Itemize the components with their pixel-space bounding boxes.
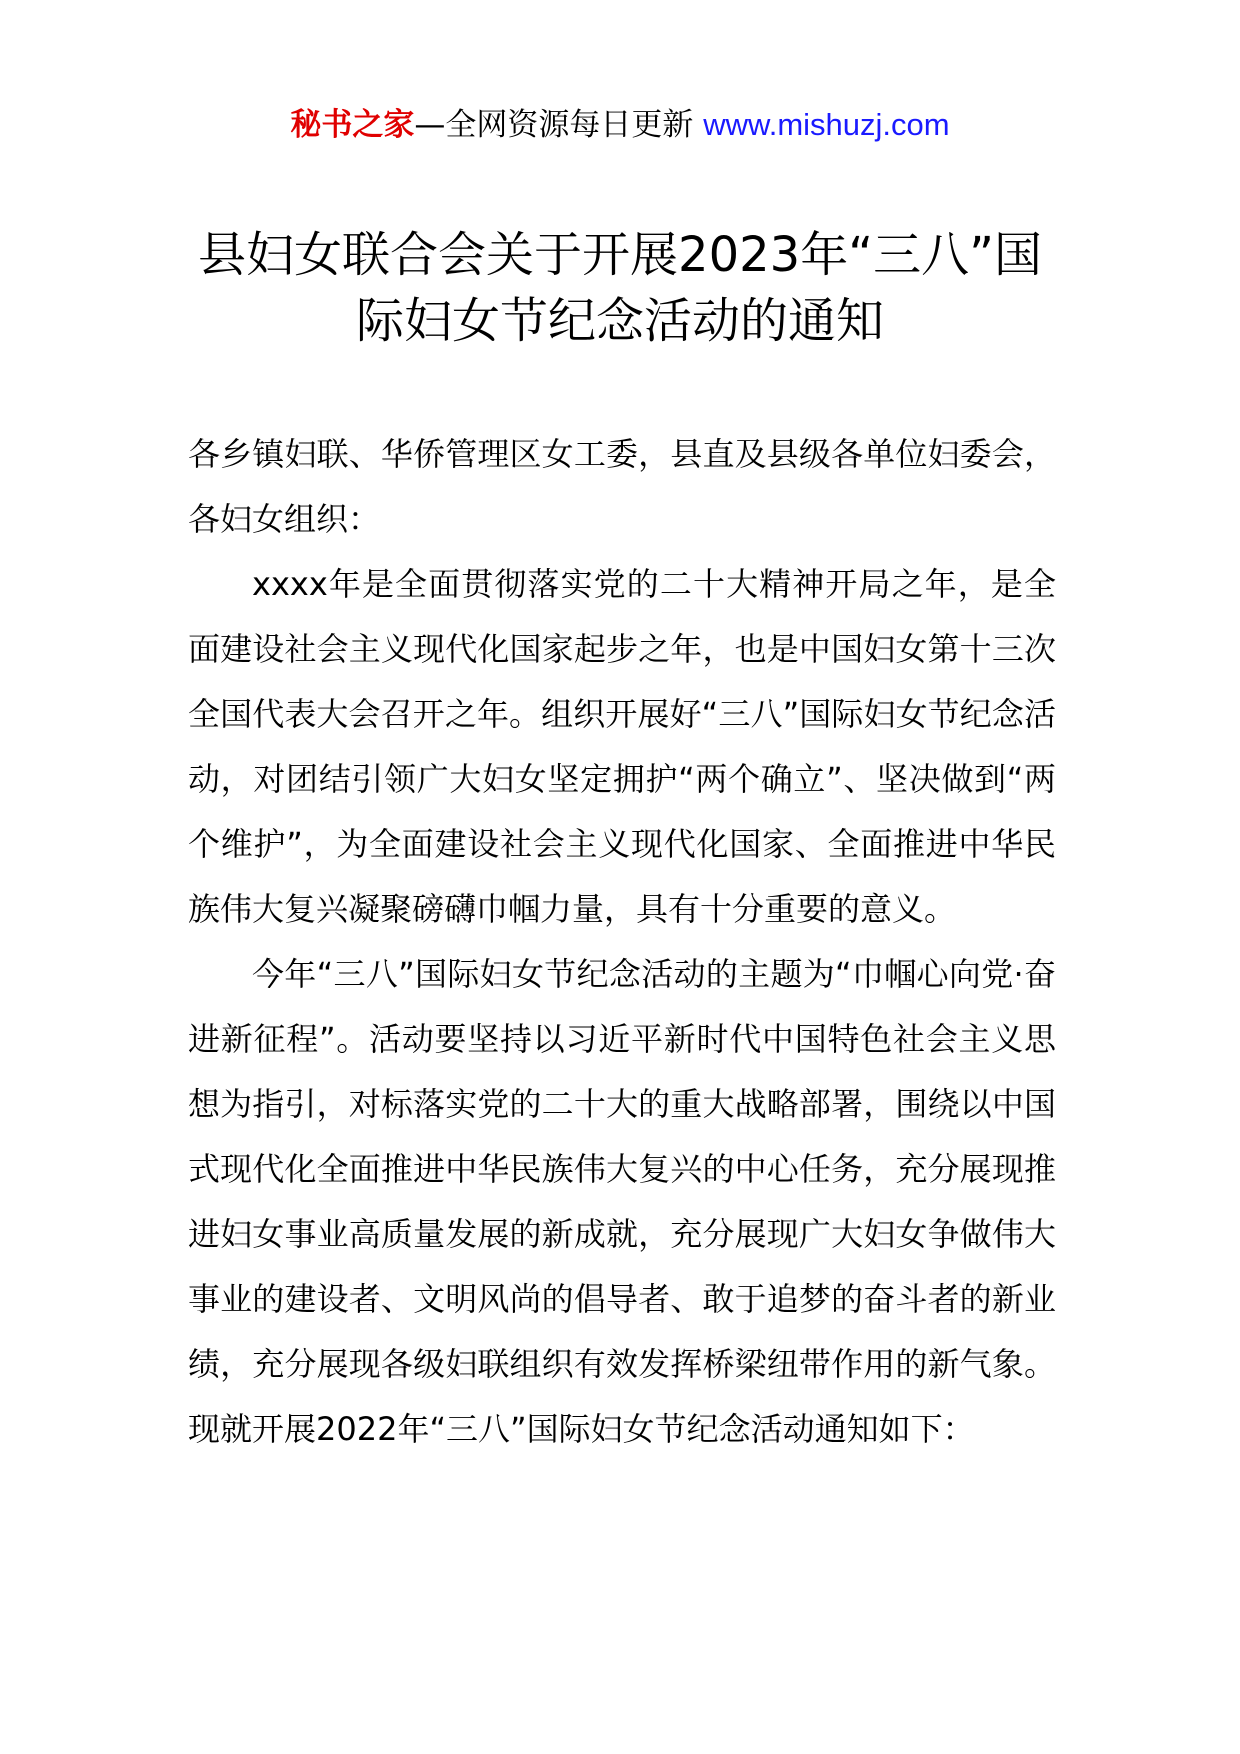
banner-tagline: —全网资源每日更新	[414, 107, 694, 143]
title-line-2: 际妇女节纪念活动的通知	[355, 293, 884, 349]
document-body	[188, 422, 1056, 1462]
title-line-1: 县妇女联合会关于开展2023年“三八”国	[198, 227, 1042, 283]
header-banner	[0, 100, 1240, 150]
body-paragraph-2: 今年“三八”国际妇女节纪念活动的主题为“巾帼心向党·奋进新征程”。活动要坚持以习近平新时代中国特色社会主义思想为指引，对标落实党的二十大的重大战略部署，围绕以中国式现代化全面推进中华民族伟大复兴的中心任务，充分展现推进妇女事业高质量发展的新成就，充分展现广大妇女争做伟大事业的建设者、文明风尚的倡导者、敢于追梦的奋斗者的新业绩，充分展现各级妇联组织有效发挥桥梁纽带作用的新气象。现就开展2022年“三八”国际妇女节纪念活动通知如下：	[188, 955, 1056, 1448]
banner-url-link[interactable]: www.mishuzj.com	[703, 107, 950, 142]
salutation: 各乡镇妇联、华侨管理区女工委，县直及县级各单位妇委会，各妇女组织：	[188, 435, 1056, 538]
brand-name: 秘书之家	[290, 107, 415, 143]
document-title	[150, 222, 1090, 354]
body-paragraph-1: xxxx年是全面贯彻落实党的二十大精神开局之年，是全面建设社会主义现代化国家起步之年，也是中国妇女第十三次全国代表大会召开之年。组织开展好“三八”国际妇女节纪念活动，对团结引领广大妇女坚定拥护“两个确立”、坚决做到“两个维护”，为全面建设社会主义现代化国家、全面推进中华民族伟大复兴凝聚磅礴巾帼力量，具有十分重要的意义。	[188, 565, 1056, 928]
